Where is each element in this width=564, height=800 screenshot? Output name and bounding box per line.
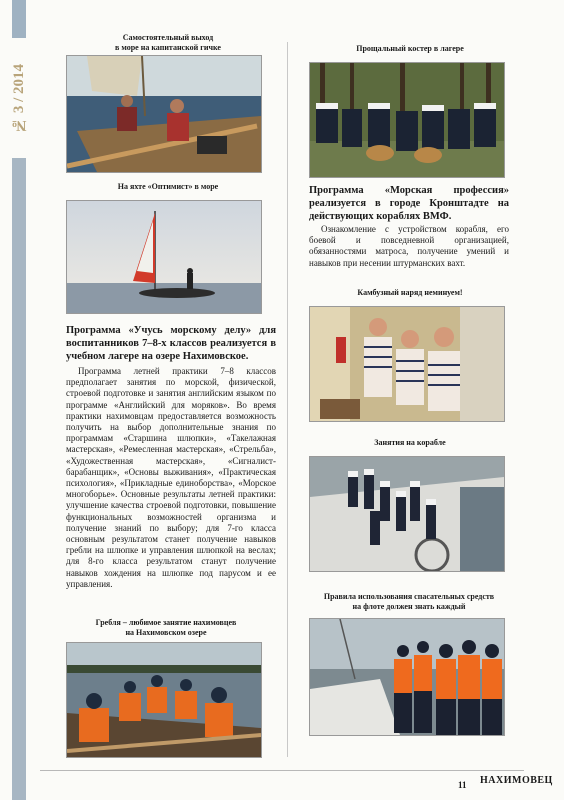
photo-gig-sailing bbox=[66, 55, 262, 173]
photo-farewell-bonfire bbox=[309, 62, 505, 178]
side-color-bar-top bbox=[12, 0, 26, 38]
caption-optimist-yacht: На яхте «Оптимист» в море bbox=[117, 182, 219, 191]
caption-ship-training: Занятия на корабле bbox=[374, 438, 446, 447]
side-color-bar bbox=[12, 158, 26, 800]
photo-ship-training bbox=[309, 456, 505, 572]
headline-sea-craft-program: Программа «Учусь морскому делу» для воспитанников 7–8-х классов реализуется в учебном лагере на озере Нахимовское. bbox=[66, 325, 276, 362]
magazine-name: НАХИМОВЕЦ bbox=[480, 775, 553, 786]
headline-naval-profession: Программа «Морская профессия» реализуется в городе Кронштадте на действующих кораблях ВМФ. bbox=[309, 185, 509, 222]
issue-label bbox=[12, 38, 26, 158]
issue-number: № 3 / 2014 bbox=[10, 63, 27, 133]
photo-optimist-yacht bbox=[66, 200, 262, 314]
column-divider bbox=[287, 42, 288, 757]
footer-rule bbox=[40, 770, 524, 771]
caption-life-saving-equipment: Правила использования спасательных средств на флоте должен знать каждый bbox=[323, 592, 495, 611]
photo-galley-duty bbox=[309, 306, 505, 422]
body-summer-practice: Программа летней практики 7–8 классов предполагает занятия по морской, физической, строевой подготовке и занятия английским языком по программе «Английский для моряков». Во время практики нахимовцам предоставляется возможность получить на выбор дополнительные знания по программам «Старшина шлюпки», «Такелажная мастерская», «Ремесленная мастерская», «Стрельба», «Художественная мастерская», «Сигналист-барабанщик», «Основы выживания», «Практическая психология», «Прикладные единоборства», «Морское многоборье». Основные результаты летней практики: улучшение качества строевой подготовки, повышение функциональных возможностей организма и получение знаний по выбору; для 7-го класса основным результатом станет получение навыков гребли на шлюпке и управления шлюпкой на веслах; для 8-го класса результатом станут получение навыков хождения на шлюпке под парусом и ее управления. bbox=[66, 366, 276, 589]
caption-galley-duty: Камбузный наряд неминуем! bbox=[357, 288, 463, 297]
photo-life-saving-equipment bbox=[309, 618, 505, 736]
page-number: 11 bbox=[458, 780, 467, 790]
caption-captain-gig: Самостоятельный выход в море на капитанской гичке bbox=[115, 33, 221, 52]
caption-farewell-bonfire: Прощальный костер в лагере bbox=[356, 44, 464, 53]
body-naval-profession: Ознакомление с устройством корабля, его боевой и повседневной организацией, обязанностями матроса, получение умений и навыков при несении штурманских вахт. bbox=[309, 224, 509, 268]
photo-rowing bbox=[66, 642, 262, 758]
caption-rowing: Гребля – любимое занятие нахимовцев на Нахимовском озере bbox=[95, 618, 237, 637]
